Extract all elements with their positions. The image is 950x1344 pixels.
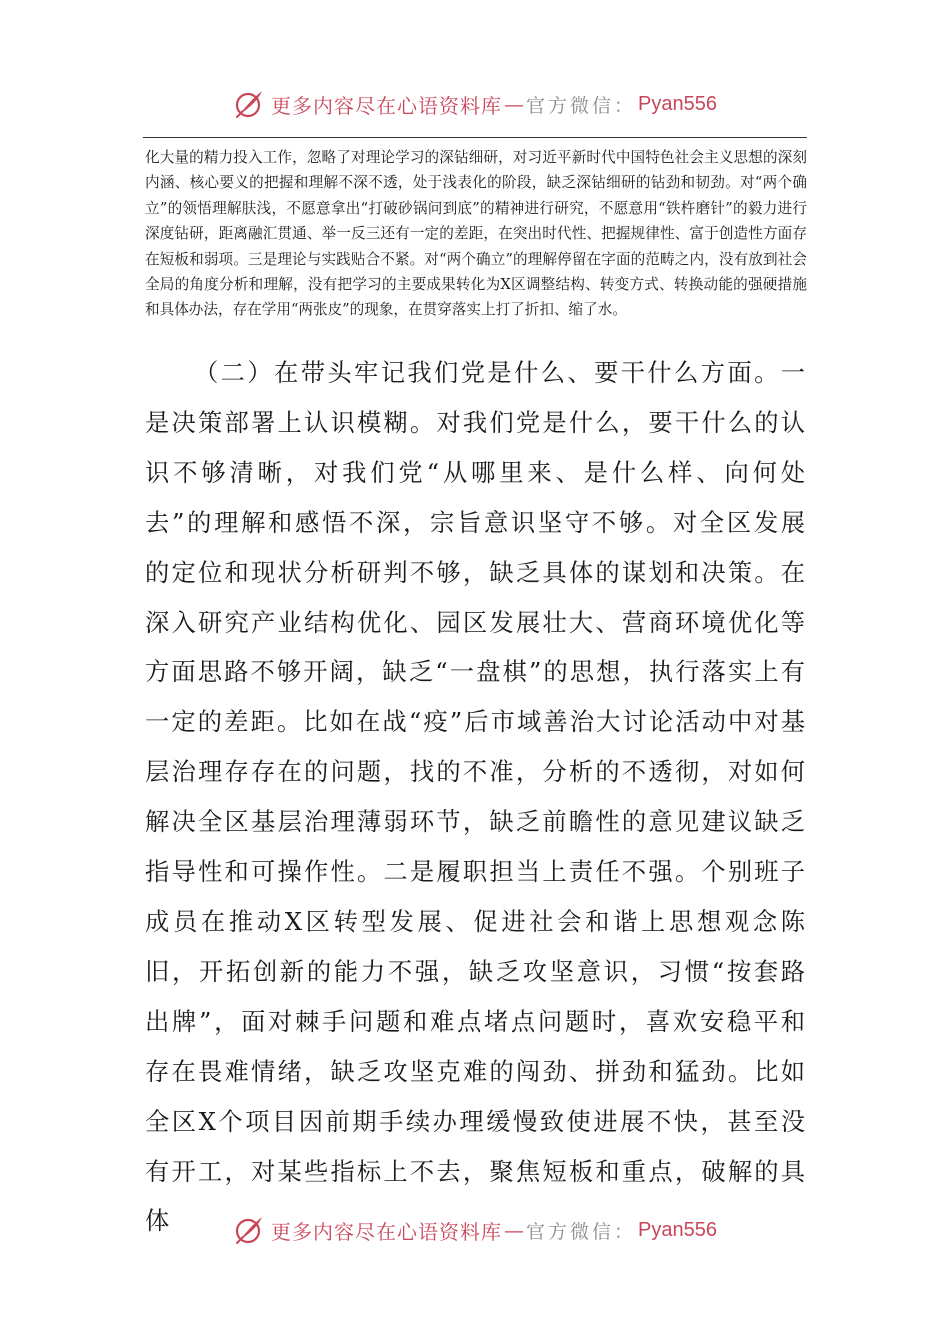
main-paragraph: （二）在带头牢记我们党是什么、要干什么方面。一是决策部署上认识模糊。对我们党是什么，要干什么的认识不够清晰，对我们党“从哪里来、是什么样、向何处去”的理解和感悟不深，宗旨意识坚守不够。对全区发展的定位和现状分析研判不够，缺乏具体的谋划和决策。在深入研究产业结构优化、园区发展壮大、营商环境优化等方面思路不够开阔，缺乏“一盘棋”的思想，执行落实上有一定的差距。比如在战“疫”后市域善治大讨论活动中对基层治理存存在的问题，找的不准，分析的不透彻，对如何解决全区基层治理薄弱环节，缺乏前瞻性的意见建议缺乏指导性和可操作性。二是履职担当上责任不强。个别班子成员在推动X区转型发展、促进社会和谐上思想观念陈旧，开拓创新的能力不强，缺乏攻坚意识，习惯“按套路出牌”，面对棘手问题和难点堵点问题时，喜欢安稳平和存在畏难情绪，缺乏攻坚克难的闯劲、拼劲和猛劲。比如全区X个项目因前期手续办理缓慢致使进展不快，甚至没有开工，对某些指标上不去，聚焦短板和重点，破解的具体: [145, 358, 807, 1236]
banner-wechat-id: Pyan556: [638, 92, 717, 115]
header-banner: [0, 84, 950, 124]
quill-pen-logo-icon: [233, 88, 265, 120]
footer-banner: [0, 1210, 950, 1250]
banner-dash: —: [504, 92, 524, 116]
banner-wechat-label: 官方微信：: [526, 94, 637, 117]
banner-wechat-label: 官方微信：: [526, 1220, 637, 1243]
top-paragraph: 化大量的精力投入工作，忽略了对理论学习的深钻细研，对习近平新时代中国特色社会主义思想的深刻内涵、核心要义的把握和理解不深不透，处于浅表化的阶段，缺乏深钻细研的钻劲和韧劲。对“两个确立”的领悟理解肤浅，不愿意拿出“打破砂锅问到底”的精神进行研究，不愿意用“铁杵磨针”的毅力进行深度钻研，距离融汇贯通、举一反三还有一定的差距，在突出时代性、把握规律性、富于创造性方面存在短板和弱项。三是理论与实践贴合不紧。对“两个确立”的理解停留在字面的范畴之内，没有放到社会全局的角度分析和理解，没有把学习的主要成果转化为X区调整结构、转变方式、转换动能的强硬措施和具体办法，存在学用“两张皮”的现象，在贯穿落实上打了折扣、缩了水。: [145, 149, 807, 319]
header-divider: [143, 137, 807, 138]
quill-pen-logo-icon: [233, 1214, 265, 1246]
banner-wechat-id: Pyan556: [638, 1218, 717, 1241]
banner-site-text: 更多内容尽在心语资料库: [271, 1219, 502, 1244]
banner-site-text: 更多内容尽在心语资料库: [271, 93, 502, 118]
banner-dash: —: [504, 1218, 524, 1242]
